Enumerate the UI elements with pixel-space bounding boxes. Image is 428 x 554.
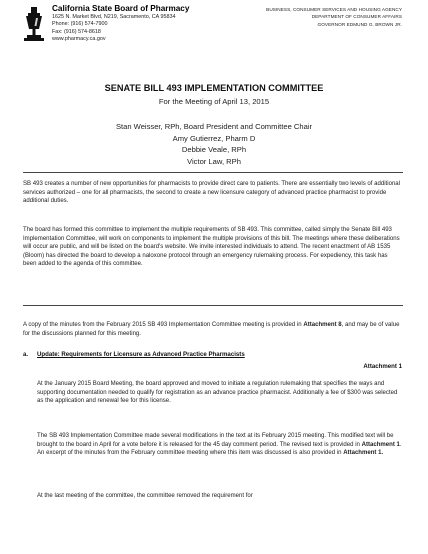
government-block — [266, 6, 402, 28]
member-chair: Stan Weisser, RPh, Board President and Committee Chair — [115, 122, 313, 131]
divider — [23, 305, 403, 306]
agency-phone: Phone: (916) 574-7900 — [52, 21, 108, 28]
section-a-heading — [23, 351, 245, 358]
divider — [23, 172, 403, 173]
attachment-1-ref: Attachment 1. — [343, 450, 384, 457]
january-meeting-paragraph: At the January 2015 Board Meeting, the board approved and moved to initiate a regulation rulemaking that specifies the ways and supporting documentation needed to qualify for registration as an advance practice pharmacist. Additionally a fee of $300 was selected as the application and renewal fee for this license. — [37, 381, 398, 405]
document-title: SENATE BILL 493 IMPLEMENTATION COMMITTEE — [104, 83, 324, 93]
gov-agency: BUSINESS, CONSUMER SERVICES AND HOUSING AGENCY — [266, 7, 402, 12]
intro-paragraph-1: SB 493 creates a number of new opportunities for pharmacists to provide direct care to patients. There are essentially two levels of additional services authorized – one for all pharmacists, the second to create a new licensure category of advanced practice pharmacist to provide additional duties. — [23, 181, 401, 205]
agency-address: 1625 N. Market Blvd, N219, Sacramento, CA 95834 — [52, 14, 176, 20]
gov-governor: GOVERNOR EDMUND G. BROWN JR. — [317, 21, 402, 27]
member: Victor Law, RPh — [187, 156, 241, 166]
committee-members — [0, 121, 428, 167]
member: Amy Gutierrez, Pharm D — [172, 133, 256, 143]
attachment-8-ref: Attachment 8 — [303, 322, 342, 328]
section-label: a. — [23, 351, 29, 358]
sb493-modifications-paragraph: The SB 493 Implementation Committee made several modifications in the text at its February 2015 meeting. This modified text will be brought to the board in April for a vote before it is released for the 45 day comment period. The revised text is provided in Attachment 1. An excerpt of the minutes from the February committee meeting where this item was discussed is also provided in Attachment 1. — [37, 433, 402, 457]
attachment-1-label: Attachment 1 — [363, 363, 402, 370]
board-seal-icon — [22, 5, 46, 43]
member: Debbie Veale, RPh — [181, 145, 247, 154]
meeting-date: For the Meeting of April 13, 2015 — [158, 97, 270, 106]
agency-block — [52, 4, 189, 44]
gov-department: DEPARTMENT OF CONSUMER AFFAIRS — [311, 14, 402, 20]
intro-paragraph-2: The board has formed this committee to implement the multiple requirements of SB 493. This committee, called simply the Senate Bill 493 Implementation Committee, will work on components to implement the multiple provisions of this bill. The meetings where these deliberations will occur are public, and will be listed on the board's website. We invite interested individuals to attend. The recent enactment of AB 1535 (Bloom) has directed the board to develop a naloxone protocol through an emergency rulemaking process. For expediency, this task has been added to the agenda of this committee. — [23, 227, 400, 268]
minutes-paragraph: A copy of the minutes from the February 2015 SB 493 Implementation Committee meeting is provided in Attachment 8, and may be of value for the discussions planned for this meeting. — [23, 322, 400, 337]
section-heading-text: Update: Requirements for Licensure as Advanced Practice Pharmacists — [37, 351, 245, 358]
agency-website: www.pharmacy.ca.gov — [52, 36, 106, 43]
last-meeting-paragraph: At the last meeting of the committee, the committee removed the requirement for — [37, 493, 253, 499]
agency-name: California State Board of Pharmacy — [52, 4, 190, 13]
agency-fax: Fax: (916) 574-8618 — [52, 28, 101, 35]
attachment-1-ref: Attachment 1 — [361, 441, 400, 448]
